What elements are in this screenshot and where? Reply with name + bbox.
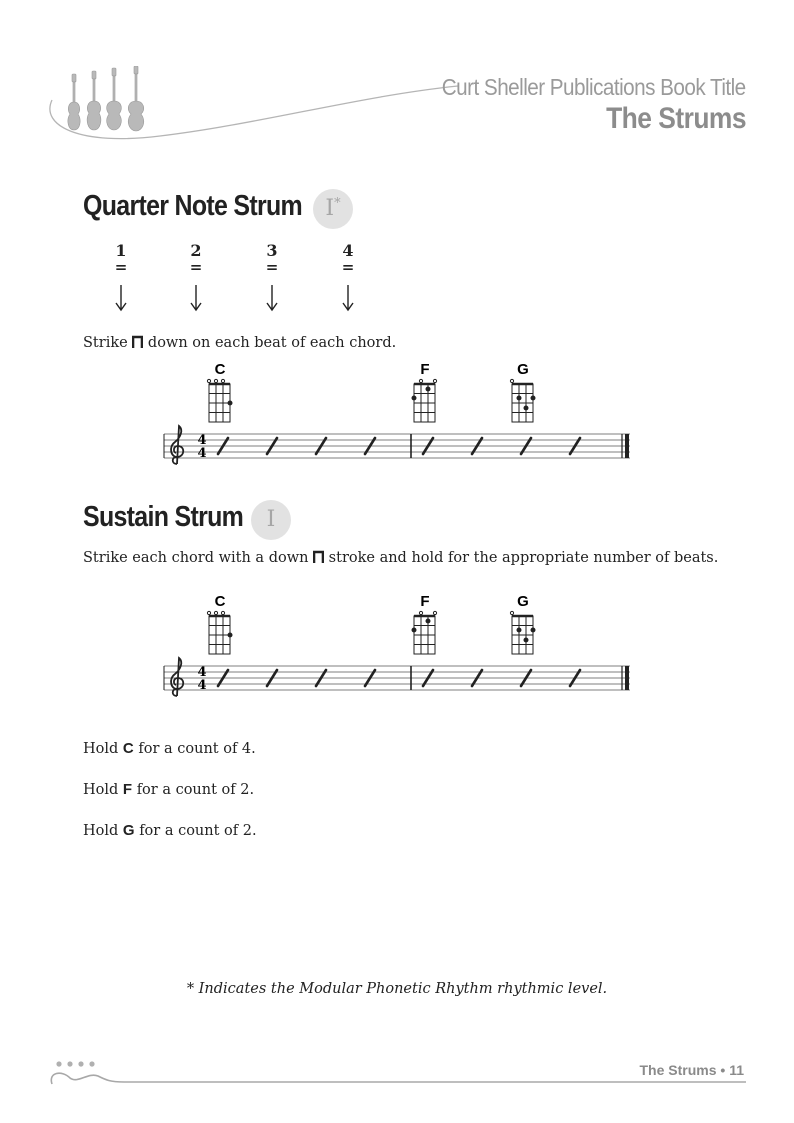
chord-name-g: G xyxy=(517,593,529,610)
beat-4 xyxy=(333,241,363,274)
time-signature-bottom: 4 xyxy=(197,446,207,461)
chord-name-g: G xyxy=(517,361,529,378)
hold-line-f xyxy=(83,781,254,798)
footer-separator: • xyxy=(720,1062,726,1078)
instruction-text-before: Strike each chord with a down xyxy=(83,550,309,566)
chord-name-f: F xyxy=(420,361,430,378)
chord-diagram-c xyxy=(207,379,232,422)
chord-diagram-f xyxy=(412,379,437,422)
level-badge xyxy=(251,500,291,540)
notation-sustain-strum xyxy=(160,590,640,700)
chord-name-c: C xyxy=(214,593,226,610)
chord-diagram-f xyxy=(412,611,437,654)
hold-line-c xyxy=(83,740,256,757)
hold-text: for a count of 4. xyxy=(138,741,256,757)
beat-symbol: = xyxy=(341,258,355,276)
hold-text: Hold xyxy=(83,741,119,757)
level-badge-text: I xyxy=(325,196,335,221)
music-staff xyxy=(164,434,630,458)
down-stroke-icon xyxy=(313,550,324,563)
chord-name-c: C xyxy=(214,361,226,378)
hold-text: for a count of 2. xyxy=(139,823,257,839)
hold-text: Hold xyxy=(83,823,119,839)
instruction-text-before: Strike xyxy=(83,335,128,351)
beat-number: 1 xyxy=(115,241,127,260)
down-arrow-icon xyxy=(343,285,353,310)
hold-text: for a count of 2. xyxy=(136,782,255,798)
instruction-sustain xyxy=(83,550,718,566)
down-arrow-icon xyxy=(116,285,126,310)
header-logo-swoosh xyxy=(40,66,460,146)
hold-chord: C xyxy=(122,740,134,757)
chapter-title: The Strums xyxy=(606,102,746,135)
beat-number: 4 xyxy=(342,241,354,260)
time-signature-bottom: 4 xyxy=(197,678,207,693)
level-badge xyxy=(313,189,353,229)
time-signature-top: 4 xyxy=(197,665,207,680)
instruction-text-after: down on each beat of each chord. xyxy=(147,335,397,351)
hold-chord: F xyxy=(122,781,133,798)
chord-diagram-g xyxy=(510,379,535,422)
section-title-sustain-strum: Sustain Strum xyxy=(83,501,244,533)
section-title-quarter-note-strum: Quarter Note Strum xyxy=(83,190,303,222)
level-mark: * xyxy=(334,196,341,211)
down-arrows xyxy=(106,285,366,315)
down-arrow-icon xyxy=(267,285,277,310)
book-title: Curt Sheller Publications Book Title xyxy=(442,74,746,100)
notation-quarter-strum xyxy=(160,358,640,468)
time-signature-top: 4 xyxy=(197,433,207,448)
beat-number: 3 xyxy=(266,241,278,260)
hold-chord: G xyxy=(122,822,135,839)
instruction-text-after: stroke and hold for the appropriate number of beats. xyxy=(328,550,719,566)
down-stroke-icon xyxy=(132,335,143,348)
chord-name-f: F xyxy=(420,593,430,610)
beat-1 xyxy=(106,241,136,274)
page-footer xyxy=(639,1062,744,1078)
beat-2 xyxy=(181,241,211,274)
beat-symbol: = xyxy=(114,258,128,276)
beat-counts xyxy=(106,241,366,321)
footer-label: The Strums xyxy=(639,1062,717,1078)
page-number: 11 xyxy=(729,1062,744,1078)
music-staff xyxy=(164,666,630,690)
instruction-quarter xyxy=(83,335,396,351)
hold-line-g xyxy=(83,822,257,839)
level-badge-text: I xyxy=(266,507,276,532)
beat-symbol: = xyxy=(265,258,279,276)
ukuleles-logo-icon xyxy=(68,66,144,131)
hold-text: Hold xyxy=(83,782,119,798)
footnote: * Indicates the Modular Phonetic Rhythm rhythmic level. xyxy=(186,981,608,997)
beat-number: 2 xyxy=(190,241,202,260)
beat-symbol: = xyxy=(189,258,203,276)
beat-3 xyxy=(257,241,287,274)
down-arrow-icon xyxy=(191,285,201,310)
chord-diagram-g xyxy=(510,611,535,654)
chord-diagram-c xyxy=(207,611,232,654)
